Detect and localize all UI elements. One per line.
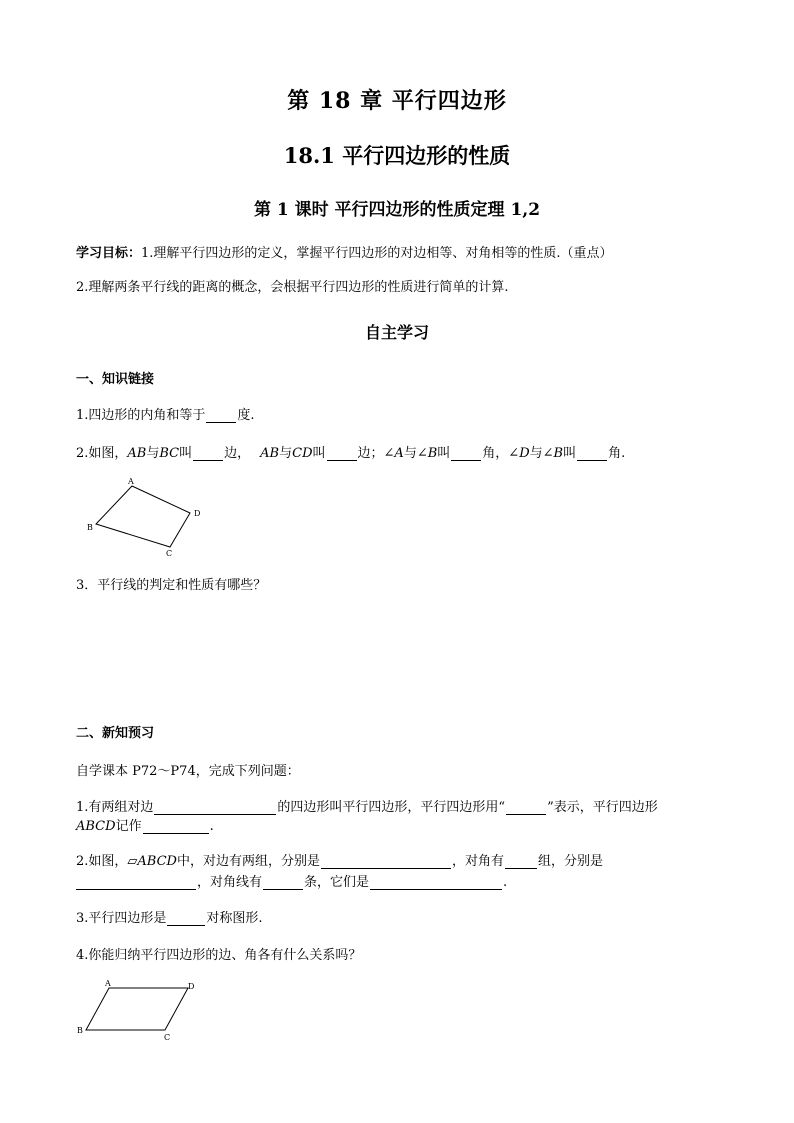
part2-q2-line1 [76, 850, 603, 869]
part1-q3: 3．平行线的判定和性质有哪些？ [76, 578, 267, 593]
vertex-label-d: D [188, 982, 195, 991]
q2-text: 2.如图， [76, 854, 128, 869]
angle-b: B [427, 446, 438, 461]
self-study-title: 自主学习 [364, 323, 429, 342]
q2-text: 组，分别是 [538, 854, 604, 869]
part1-q1 [76, 404, 255, 423]
q1-text: 的四边形叫平行四边形，平行四边形用“ [277, 800, 506, 815]
answer-blank[interactable] [167, 911, 205, 926]
q1-text-end: 度. [237, 408, 255, 423]
q2-text: 与∠ [529, 446, 554, 461]
q1-text: 1.有两组对边 [76, 800, 154, 815]
objectives-label: 学习目标： [76, 246, 142, 261]
q2-text: 角. [608, 446, 626, 461]
chapter-title: 第 18 章 平行四边形 [287, 88, 507, 114]
answer-blank[interactable] [327, 446, 357, 461]
q2-text: 叫 [563, 446, 577, 461]
q2-text: 叫 [437, 446, 451, 461]
objective-2: 2.理解两条平行线的距离的概念，会根据平行四边形的性质进行简单的计算. [76, 280, 509, 295]
angle-d: D [519, 446, 530, 461]
q1-text: . [209, 819, 214, 834]
lesson-title: 第 1 课时 平行四边形的性质定理 1,2 [253, 200, 541, 220]
answer-blank[interactable] [370, 875, 502, 890]
parallelogram-shape [86, 988, 188, 1030]
part2-q1-line1 [76, 796, 658, 815]
q2-text: 中，对边有两组，分别是 [176, 854, 320, 869]
seg-bc: BC [159, 446, 180, 461]
q1-text: 记作 [115, 819, 142, 834]
q2-text: 叫 [179, 446, 193, 461]
q1-text: ”表示，平行四边形 [547, 800, 658, 815]
q2-text: 与∠ [403, 446, 428, 461]
vertex-label-a: A [105, 979, 111, 988]
answer-blank[interactable] [577, 446, 607, 461]
q2-text: 条，它们是 [304, 875, 370, 890]
part2-intro: 自学课本 P72～P74，完成下列问题： [76, 764, 300, 779]
q2-text: 与 [146, 446, 160, 461]
quadrilateral-shape [96, 486, 190, 547]
objective-1: 1.理解平行四边形的定义，掌握平行四边形的对边相等、对角相等的性质.（重点） [141, 246, 613, 261]
answer-blank[interactable] [506, 800, 546, 815]
q2-text: 边， [224, 446, 251, 461]
vertex-label-b: B [87, 523, 93, 532]
quadrilateral-figure [84, 476, 224, 560]
part2-q1-line2 [76, 815, 214, 834]
answer-blank[interactable] [76, 875, 196, 890]
part2-title: 二、新知预习 [76, 726, 155, 741]
vertex-label-c: C [166, 549, 173, 558]
angle-b: B [553, 446, 564, 461]
vertex-label-b: B [77, 1026, 83, 1035]
answer-blank[interactable] [193, 446, 223, 461]
q3-text: 对称图形. [206, 911, 263, 926]
q2-text: ，对角有 [451, 854, 504, 869]
parallelogram-name: ▱ABCD [127, 854, 177, 869]
answer-blank[interactable] [505, 854, 537, 869]
q2-text: . [503, 875, 508, 890]
angle-a: A [394, 446, 404, 461]
answer-blank[interactable] [206, 408, 236, 423]
q2-text: 边；∠ [357, 446, 395, 461]
part1-title: 一、知识链接 [76, 372, 155, 387]
q2-text: 与 [279, 446, 293, 461]
q2-text: 角，∠ [482, 446, 520, 461]
vertex-label-d: D [194, 509, 201, 518]
q3-text: 3.平行四边形是 [76, 911, 167, 926]
q1-text: 1.四边形的内角和等于 [76, 408, 206, 423]
answer-blank[interactable] [451, 446, 481, 461]
part1-q2 [76, 442, 625, 461]
q2-text: 叫 [312, 446, 326, 461]
q2-text: ，对角线有 [197, 875, 263, 890]
part2-q3 [76, 907, 263, 926]
vertex-label-c: C [164, 1033, 171, 1042]
objective-line-1 [76, 242, 613, 261]
seg-cd: CD [292, 446, 313, 461]
answer-blank[interactable] [321, 854, 451, 869]
answer-blank[interactable] [263, 875, 303, 890]
answer-blank[interactable] [143, 819, 209, 834]
section-title: 18.1 平行四边形的性质 [283, 143, 511, 168]
seg-ab: AB [260, 446, 280, 461]
part2-q4: 4.你能归纳平行四边形的边、角各有什么关系吗？ [76, 948, 362, 963]
answer-blank[interactable] [154, 800, 276, 815]
q2-text: 2.如图， [76, 446, 128, 461]
parallelogram-name: ABCD [76, 819, 116, 834]
vertex-label-a: A [128, 477, 134, 486]
part2-q2-line2 [76, 871, 507, 890]
parallelogram-figure [74, 978, 214, 1044]
seg-ab: AB [127, 446, 147, 461]
